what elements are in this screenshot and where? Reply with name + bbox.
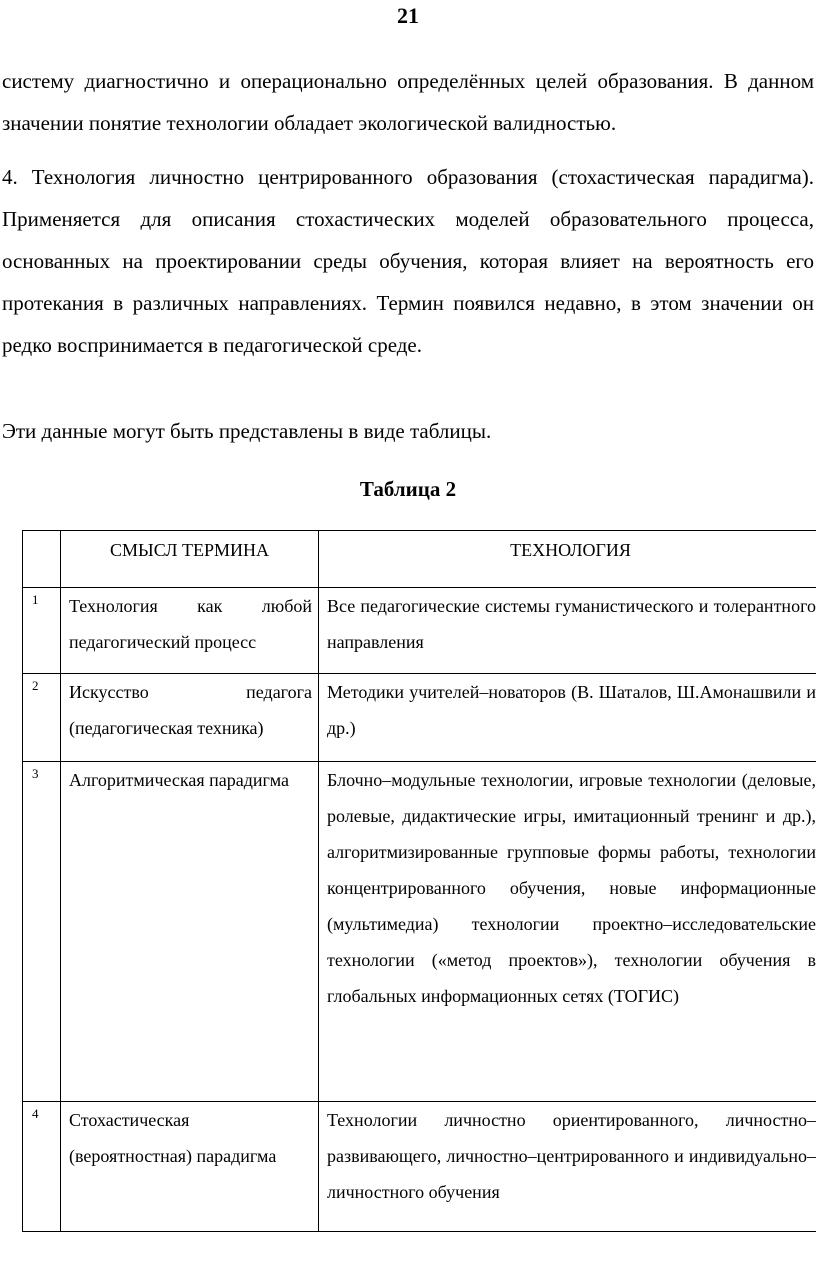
term-cell: Алгоритмическая парадигма (61, 762, 319, 1102)
row-number: 1 (23, 588, 61, 674)
term-cell: Стохастическая (вероятностная) парадигма (61, 1102, 319, 1232)
header-number (23, 531, 61, 588)
table-caption: Таблица 2 (359, 477, 457, 501)
paragraph-stochastic-paradigm: 4. Технология личностно центрированного образования (стохастическая парадигма). Применяется для описания стохастических моделей образовательного процесса, основанных на проектировании среды обучения, которая влияет на вероятность его протекания в различных направлениях. Термин появился недавно, в этом значении он редко воспринимается в педагогической среде. (2, 165, 814, 357)
page-number: 21 (397, 3, 419, 28)
table-header-row (23, 531, 816, 588)
term-cell: Искусство педагога (педагогическая техника) (61, 674, 319, 762)
technology-cell: Блочно–модульные технологии, игровые технологии (деловые, ролевые, дидактические игры, имитационный тренинг и др.), алгоритмизированные групповые формы работы, технологии концентрированного обучения, новые информационные (мультимедиа) технологии проектно–исследовательские технологии («метод проектов»), технологии обучения в глобальных информационных сетях (ТОГИС) (319, 762, 816, 1102)
table-row (23, 762, 816, 1102)
row-number: 4 (23, 1102, 61, 1232)
term-cell: Технология как любой педагогический процесс (61, 588, 319, 674)
header-term-meaning: СМЫСЛ ТЕРМИНА (61, 531, 319, 588)
paragraph-table-intro: Эти данные могут быть представлены в виде таблицы. (2, 419, 492, 443)
technology-table (22, 530, 816, 1232)
table-row (23, 674, 816, 762)
technology-cell: Методики учителей–новаторов (В. Шаталов, Ш.Амонашвили и др.) (319, 674, 816, 762)
table-row (23, 1102, 816, 1232)
row-number: 2 (23, 674, 61, 762)
paragraph-continuation: системy диагностично и операционально определённых целей образования. В данном значении понятие технологии обладает экологической валидностью. (2, 69, 814, 135)
table-row (23, 588, 816, 674)
technology-cell: Все педагогические системы гуманистического и толерантного направления (319, 588, 816, 674)
row-number: 3 (23, 762, 61, 1102)
technology-cell: Технологии личностно ориентированного, личностно–развивающего, личностно–центрированного и индивидуально–личностного обучения (319, 1102, 816, 1232)
header-technology: ТЕХНОЛОГИЯ (319, 531, 816, 588)
